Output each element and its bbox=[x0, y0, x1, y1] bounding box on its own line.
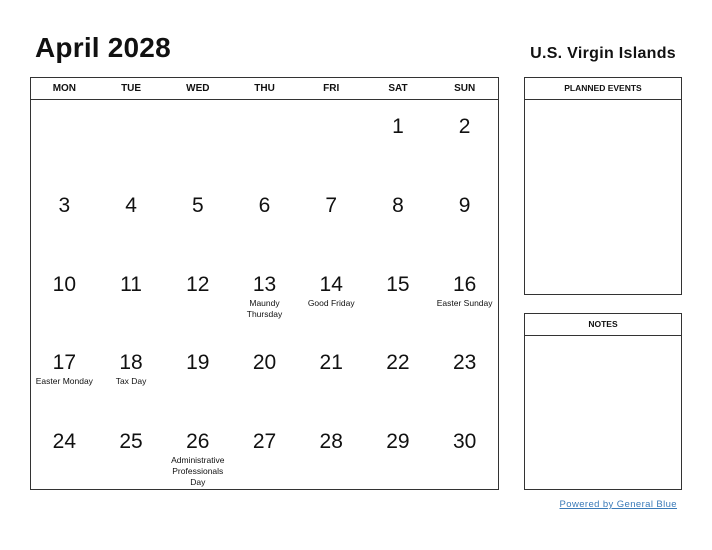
day-number: 15 bbox=[386, 273, 410, 296]
day-number: 26 bbox=[186, 430, 210, 453]
day-number: 19 bbox=[186, 351, 210, 374]
weekday-header bbox=[31, 78, 498, 100]
day-number: 5 bbox=[191, 194, 204, 217]
day-cell bbox=[431, 336, 498, 415]
day-number: 23 bbox=[452, 351, 477, 374]
day-number: 13 bbox=[252, 273, 277, 296]
weekday-label: TUE bbox=[121, 83, 142, 94]
day-cell bbox=[98, 258, 165, 336]
day-cell bbox=[365, 258, 432, 336]
day-cell bbox=[365, 179, 432, 258]
day-number: 28 bbox=[319, 430, 343, 453]
day-number: 2 bbox=[458, 115, 471, 138]
weekday-label: SAT bbox=[388, 83, 408, 94]
weekday-label: THU bbox=[254, 83, 275, 94]
day-cell bbox=[431, 100, 498, 179]
day-cell bbox=[231, 258, 298, 336]
day-cell bbox=[365, 415, 432, 491]
day-cell bbox=[31, 415, 98, 491]
planned-events-heading: PLANNED EVENTS bbox=[525, 78, 681, 100]
weekday-label: MON bbox=[52, 83, 77, 94]
day-number: 12 bbox=[186, 273, 210, 296]
calendar-body bbox=[31, 100, 498, 491]
page-title: April 2028 bbox=[35, 32, 171, 63]
weekday-label: WED bbox=[186, 83, 210, 94]
day-cell bbox=[31, 258, 98, 336]
day-number: 9 bbox=[458, 194, 471, 217]
day-cell bbox=[431, 179, 498, 258]
day-cell bbox=[365, 336, 432, 415]
day-cell bbox=[31, 100, 98, 179]
day-number: 1 bbox=[392, 115, 404, 138]
day-cell bbox=[98, 100, 165, 179]
day-number: 3 bbox=[58, 194, 71, 217]
notes-heading: NOTES bbox=[525, 314, 681, 336]
day-cell bbox=[164, 336, 231, 415]
day-cell bbox=[298, 258, 365, 336]
day-number: 18 bbox=[119, 351, 143, 374]
day-number: 30 bbox=[452, 430, 477, 453]
region-label: U.S. Virgin Islands bbox=[530, 45, 676, 62]
day-cell bbox=[431, 258, 498, 336]
day-number: 6 bbox=[258, 194, 271, 217]
holiday-label: Easter Sunday bbox=[436, 298, 493, 308]
holiday-label: Administrative Professionals Day bbox=[171, 455, 225, 487]
weekday-label: SUN bbox=[454, 83, 476, 94]
day-cell bbox=[98, 336, 165, 415]
day-number: 14 bbox=[319, 273, 343, 296]
day-cell bbox=[231, 179, 298, 258]
weekday-label: FRI bbox=[323, 83, 340, 94]
day-cell bbox=[164, 258, 231, 336]
day-number: 21 bbox=[319, 351, 343, 374]
day-cell bbox=[298, 415, 365, 491]
day-cell bbox=[98, 179, 165, 258]
day-cell bbox=[164, 100, 231, 179]
day-cell bbox=[231, 100, 298, 179]
day-cell bbox=[31, 336, 98, 415]
day-cell bbox=[98, 415, 165, 491]
day-cell bbox=[164, 415, 231, 491]
day-cell bbox=[365, 100, 432, 179]
day-number: 7 bbox=[325, 194, 338, 217]
day-number: 4 bbox=[125, 194, 137, 217]
day-number: 8 bbox=[392, 194, 404, 217]
day-number: 20 bbox=[252, 351, 277, 374]
day-cell bbox=[298, 100, 365, 179]
holiday-label: Maundy Thursday bbox=[246, 298, 283, 319]
day-cell bbox=[231, 415, 298, 491]
day-number: 10 bbox=[52, 273, 77, 296]
notes-panel bbox=[524, 313, 682, 490]
day-number: 27 bbox=[252, 430, 277, 453]
day-cell bbox=[164, 179, 231, 258]
day-number: 17 bbox=[52, 351, 77, 374]
day-cell bbox=[31, 179, 98, 258]
day-number: 29 bbox=[386, 430, 410, 453]
day-cell bbox=[231, 336, 298, 415]
holiday-label: Easter Monday bbox=[35, 376, 93, 386]
holiday-label: Good Friday bbox=[307, 298, 355, 308]
day-number: 16 bbox=[452, 273, 477, 296]
day-number: 22 bbox=[386, 351, 410, 374]
day-number: 25 bbox=[119, 430, 143, 453]
day-number: 11 bbox=[120, 273, 142, 296]
holiday-label: Tax Day bbox=[115, 376, 147, 386]
day-cell bbox=[298, 336, 365, 415]
calendar-grid bbox=[30, 77, 499, 490]
day-number: 24 bbox=[52, 430, 77, 453]
day-cell bbox=[431, 415, 498, 491]
planned-events-panel bbox=[524, 77, 682, 295]
day-cell bbox=[298, 179, 365, 258]
powered-by-link[interactable]: Powered by General Blue bbox=[559, 499, 677, 510]
